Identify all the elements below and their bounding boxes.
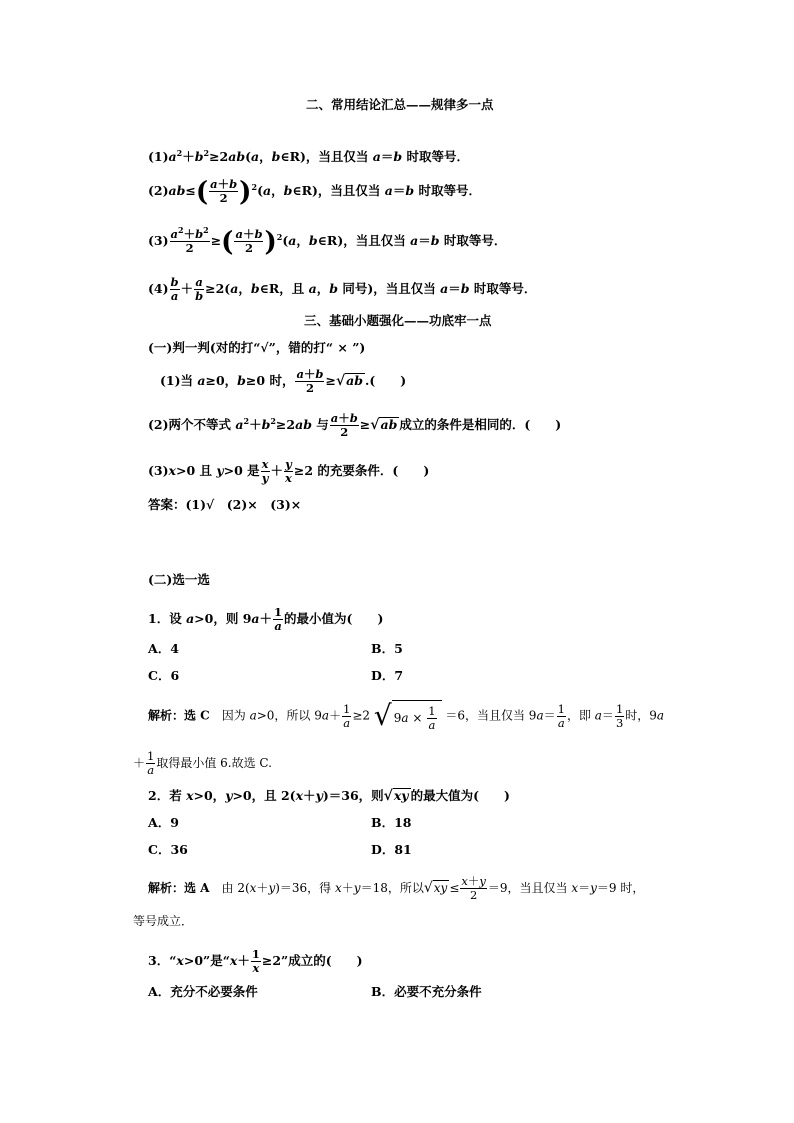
- judge-heading: (一)判一判(对的打“√”，错的打“ × ”): [148, 340, 366, 355]
- q1-solution-line1: 解析：选 C 因为 a>0，所以 9a＋ $\frac{1}{a}$ ≥2 √ 9a × $\frac{1}{a}$ ＝6，当且仅当 9a＝ $\frac{1}{a}$ ，即 a＝ $\frac{1}{3}$ 时，9a: [148, 699, 665, 732]
- q1-solution-line2: ＋ $\frac{1}{a}$ 取得最小值 6.故选 C.: [133, 749, 272, 777]
- section-title-conclusions: 二、常用结论汇总——规律多一点: [306, 97, 494, 112]
- choice-heading: (二)选一选: [148, 572, 210, 587]
- question-1: 1．设 a>0，则 9a＋ $\frac{1}{a}$ 的最小值为( ): [148, 605, 384, 633]
- conclusion-2: (2)ab≤( $\frac{a+b}{2}$ )$^2$(a，b∈R)，当且仅当 a＝b 时取等号．: [148, 175, 482, 208]
- section-title-basics: 三、基础小题强化——功底牢一点: [304, 313, 492, 328]
- judge-answer: 答案：(1)√ (2)× (3)×: [148, 497, 302, 512]
- conclusion-3: (3) $\frac{a^2+b^2}{2}$ ≥( $\frac{a+b}{2}$ )$^2$(a，b∈R)，当且仅当 a＝b 时取等号．: [148, 225, 507, 258]
- q1-option-d: D．7: [371, 668, 404, 683]
- q1-option-c: C．6: [148, 668, 180, 683]
- judge-item-1: (1)当 a≥0，b≥0 时， $\frac{a+b}{2}$ ≥√ab .( ): [160, 367, 407, 395]
- question-3: 3．“x>0”是“x＋ $\frac{1}{x}$ ≥2”成立的( ): [148, 947, 363, 975]
- conclusion-4: (4) $\frac{b}{a}$ ＋ $\frac{a}{b}$ ≥2(a，b∈R，且 a，b 同号)，当且仅当 a＝b 时取等号．: [148, 275, 537, 303]
- judge-item-3: (3)x>0 且 y>0 是 $\frac{x}{y}$ ＋ $\frac{y}{x}$ ≥2 的充要条件．( ): [148, 457, 430, 485]
- q2-option-d: D．81: [371, 842, 412, 857]
- q3-option-b: B．必要不充分条件: [371, 984, 482, 999]
- question-2: 2．若 x>0，y>0，且 2(x＋y)＝36，则√xy 的最大值为( ): [148, 788, 510, 804]
- q2-option-c: C．36: [148, 842, 188, 857]
- q3-option-a: A．充分不必要条件: [148, 984, 258, 999]
- q2-option-b: B．18: [371, 815, 412, 830]
- q2-option-a: A．9: [148, 815, 179, 830]
- judge-item-2: (2)两个不等式 $a^2+b^2\ge 2ab$ 与 $\frac{a+b}{2}$ ≥√ab 成立的条件是相同的．( ): [148, 411, 562, 439]
- q1-option-a: A．4: [148, 641, 179, 656]
- q1-option-b: B．5: [371, 641, 403, 656]
- q2-solution-line2: 等号成立．: [133, 914, 194, 928]
- q2-solution-line1: 解析：选 A 由 2(x＋y)＝36，得 x＋y＝18，所以√xy ≤ $\frac{x+y}{2}$ ＝9，当且仅当 x＝y＝9 时，: [148, 874, 645, 902]
- conclusion-1: $(1)a^2+b^2\ge 2ab(a$，b∈R)，当且仅当 a＝b 时取等号．: [148, 147, 470, 164]
